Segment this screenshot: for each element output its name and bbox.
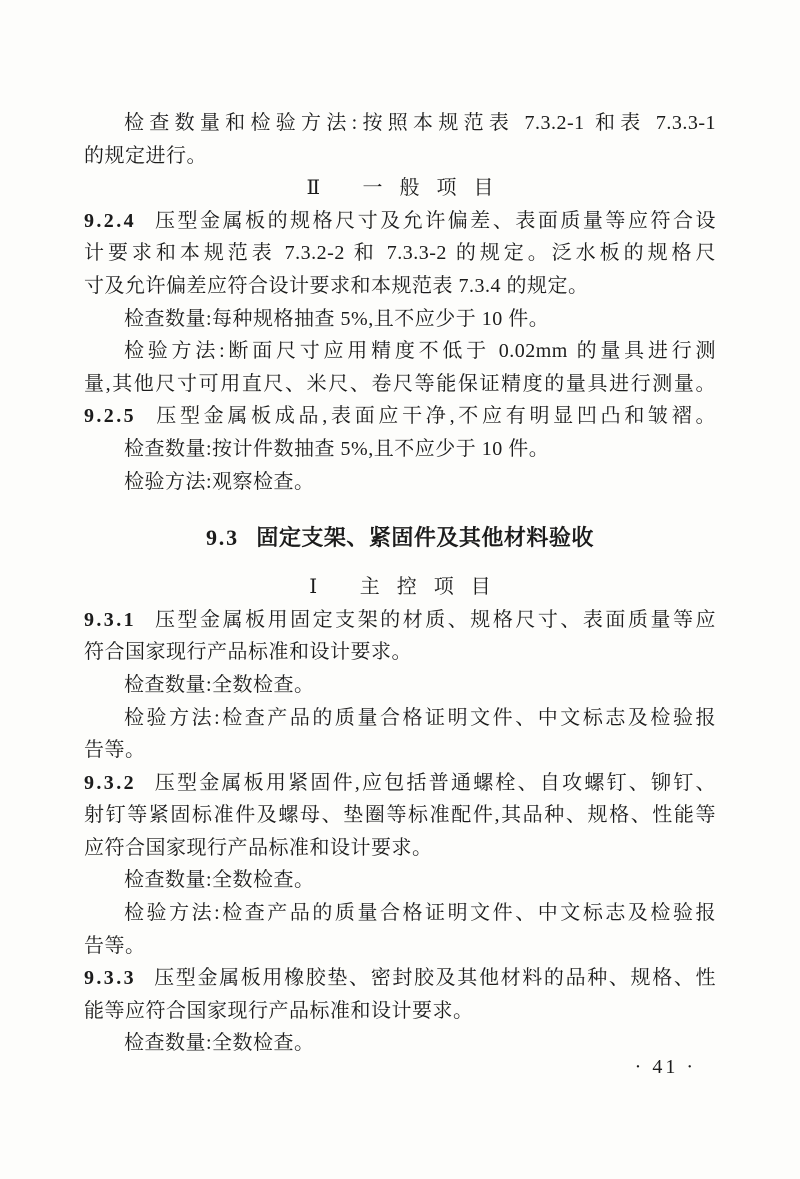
text-line [84,799,716,832]
text-line [84,140,716,173]
section-title: 固定支架、紧固件及其他材料验收 [256,525,594,551]
clause-text: 压型金属板用橡胶垫、密封胶及其他材料的品种、规格、性 [153,967,716,990]
clause-line [84,962,716,995]
category-label: 一般项目 [362,177,511,200]
clause-text: 压型金属板的规格尺寸及允许偏差、表面质量等应符合设 [153,209,716,232]
text-line [84,702,716,735]
text-line [84,303,716,336]
text-line-content: 检验方法:断面尺寸应用精度不低于 0.02mm 的量具进行测 [124,340,716,363]
text-line-content: 符合国家现行产品标准和设计要求。 [84,641,412,664]
clause-number: 9.2.4 [84,209,136,232]
text-line-content: 检查数量:全数检查。 [124,673,315,696]
section-heading [84,521,716,555]
text-line [84,669,716,702]
clause-line [84,767,716,800]
text-line-content: 告等。 [84,934,146,957]
text-line [84,1027,716,1060]
text-line-content: 检验方法:观察检查。 [124,470,315,493]
text-line [84,107,716,140]
text-line-content: 检查数量:全数检查。 [124,869,315,892]
text-line-content: 检查数量:每种规格抽查 5%,且不应少于 10 件。 [124,307,550,330]
clause-line [84,400,716,433]
text-line-content: 告等。 [84,739,146,762]
text-line [84,832,716,865]
text-line [84,433,716,466]
text-line [84,897,716,930]
clause-text: 压型金属板用固定支架的材质、规格尺寸、表面质量等应 [153,608,716,631]
clause-line [84,604,716,637]
text-line [84,237,716,270]
category-numeral: Ⅱ [306,177,321,200]
text-line-content: 计要求和本规范表 7.3.2-2 和 7.3.3-2 的规定。泛水板的规格尺 [84,242,716,265]
text-line [84,930,716,963]
text-line-content: 能等应符合国家现行产品标准和设计要求。 [84,999,474,1022]
text-line [84,734,716,767]
text-line [84,368,716,401]
item-category-heading [84,571,716,604]
text-line-content: 检验方法:检查产品的质量合格证明文件、中文标志及检验报 [124,706,716,729]
category-label: 主控项目 [359,576,508,599]
text-line-content: 射钉等紧固标准件及螺母、垫圈等标准配件,其品种、规格、性能等 [84,804,716,827]
text-line-content: 应符合国家现行产品标准和设计要求。 [84,836,433,859]
text-line [84,636,716,669]
clause-text: 压型金属板用紧固件,应包括普通螺栓、自攻螺钉、铆钉、 [153,771,716,794]
clause-number: 9.3.1 [84,608,136,631]
clause-number: 9.3.3 [84,967,136,990]
text-line [84,864,716,897]
item-category-heading [84,172,716,205]
text-line-content: 检验方法:检查产品的质量合格证明文件、中文标志及检验报 [124,902,716,925]
text-line [84,466,716,499]
document-content [84,107,716,1060]
category-numeral: Ⅰ [309,576,318,599]
clause-text: 压型金属板成品,表面应干净,不应有明显凹凸和皱褶。 [153,405,716,428]
clause-line [84,205,716,238]
text-line-content: 的规定进行。 [84,144,207,167]
clause-number: 9.2.5 [84,405,136,428]
page-number: · 41 · [634,1056,696,1078]
text-line-content: 寸及允许偏差应符合设计要求和本规范表 7.3.4 的规定。 [84,274,589,297]
text-line [84,995,716,1028]
clause-number: 9.3.2 [84,771,136,794]
text-line-content: 检查数量:按计件数抽查 5%,且不应少于 10 件。 [124,437,550,460]
text-line [84,335,716,368]
section-number: 9.3 [206,525,239,551]
text-line-content: 量,其他尺寸可用直尺、米尺、卷尺等能保证精度的量具进行测量。 [84,372,716,395]
text-line [84,270,716,303]
text-line-content: 检查数量和检验方法:按照本规范表 7.3.2-1 和表 7.3.3-1 [124,112,716,134]
text-line-content: 检查数量:全数检查。 [124,1032,315,1055]
page-footer [635,1056,696,1079]
